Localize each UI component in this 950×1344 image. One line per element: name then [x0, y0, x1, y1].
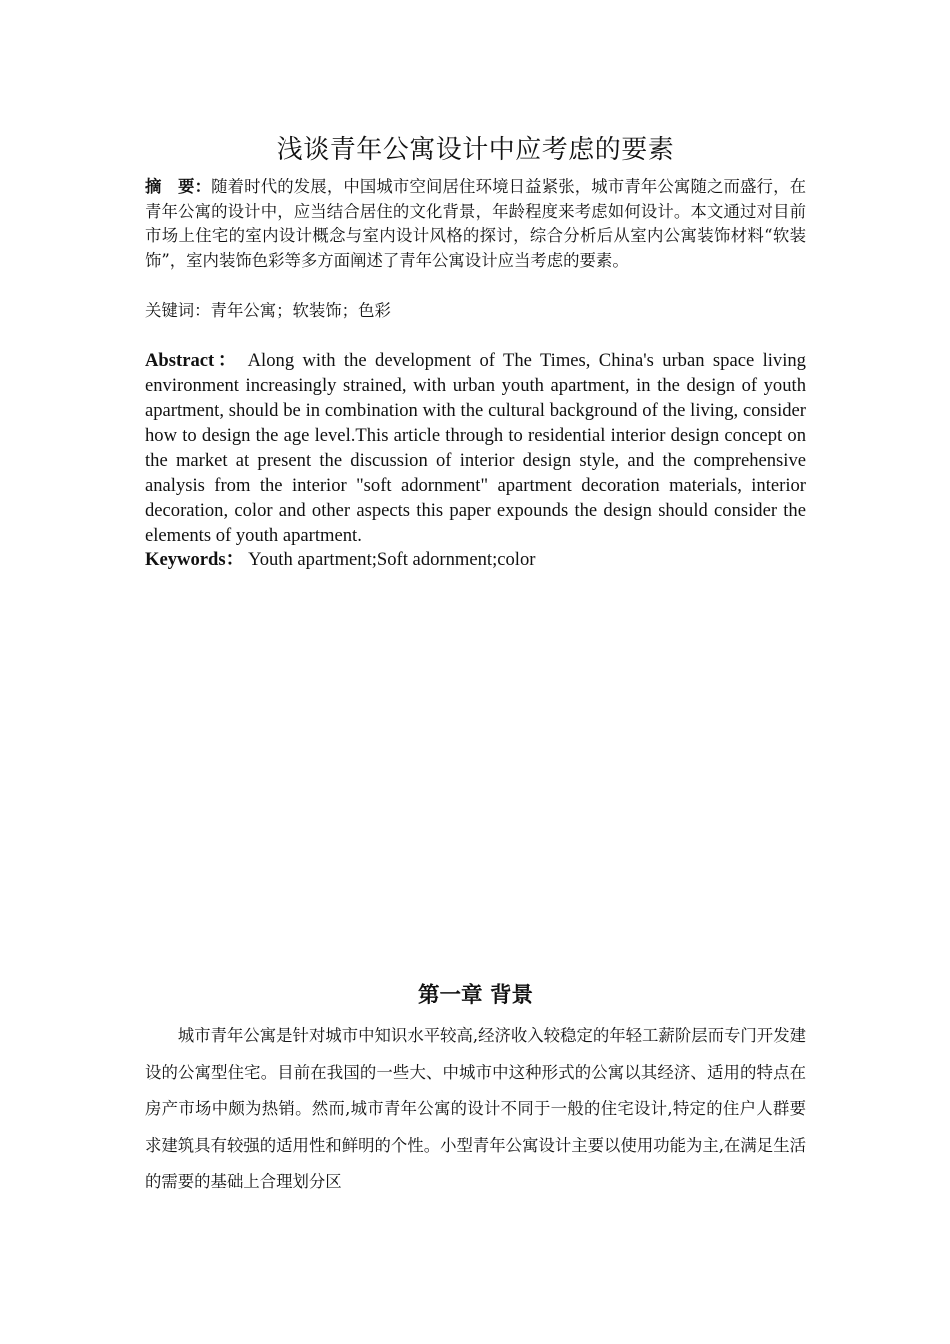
chapter-heading: 第一章 背景 [418, 983, 533, 1008]
english-abstract-text: Along with the development of The Times, China's urban space living environment increasingly strained, with urban youth apartment, in the design of youth apartment, should be in combination with the cultural background of the living, consider how to design the age level.This article through to residential interior design concept on the market at present the discussion of interior design style, and the comprehensive analysis from the interior "soft adornment" apartment decoration materials, interior decoration, color and other aspects this paper expounds the design should consider the elements of youth apartment. [145, 350, 806, 546]
english-keywords [145, 547, 806, 572]
english-keywords-text: Youth apartment;Soft adornment;color [248, 549, 536, 570]
english-abstract-label: Abstract： [145, 350, 241, 371]
chinese-abstract-label: 摘 要： [145, 177, 212, 196]
chapter-body-paragraph: 城市青年公寓是针对城市中知识水平较高,经济收入较稳定的年轻工薪阶层而专门开发建设的公寓型住宅。目前在我国的一些大、中城市中这种形式的公寓以其经济、适用的特点在房产市场中颇为热销。然而,城市青年公寓的设计不同于一般的住宅设计,特定的住户人群要求建筑具有较强的适用性和鲜明的个性。小型青年公寓设计主要以使用功能为主,在满足生活的需要的基础上合理划分区 [145, 1026, 806, 1191]
chinese-abstract [145, 175, 806, 273]
document-title: 浅谈青年公寓设计中应考虑的要素 [276, 135, 675, 165]
english-keywords-label: Keywords： [145, 549, 245, 570]
english-abstract [145, 348, 806, 548]
chinese-abstract-text: 随着时代的发展，中国城市空间居住环境日益紧张，城市青年公寓随之而盛行，在青年公寓的设计中，应当结合居住的文化背景，年龄程度来考虑如何设计。本文通过对目前市场上住宅的室内设计概念与室内设计风格的探讨，综合分析后从室内公寓装饰材料“软装饰”，室内装饰色彩等多方面阐述了青年公寓设计应当考虑的要素。 [145, 177, 807, 270]
chinese-keywords: 关键词：青年公寓；软装饰；色彩 [145, 301, 391, 320]
